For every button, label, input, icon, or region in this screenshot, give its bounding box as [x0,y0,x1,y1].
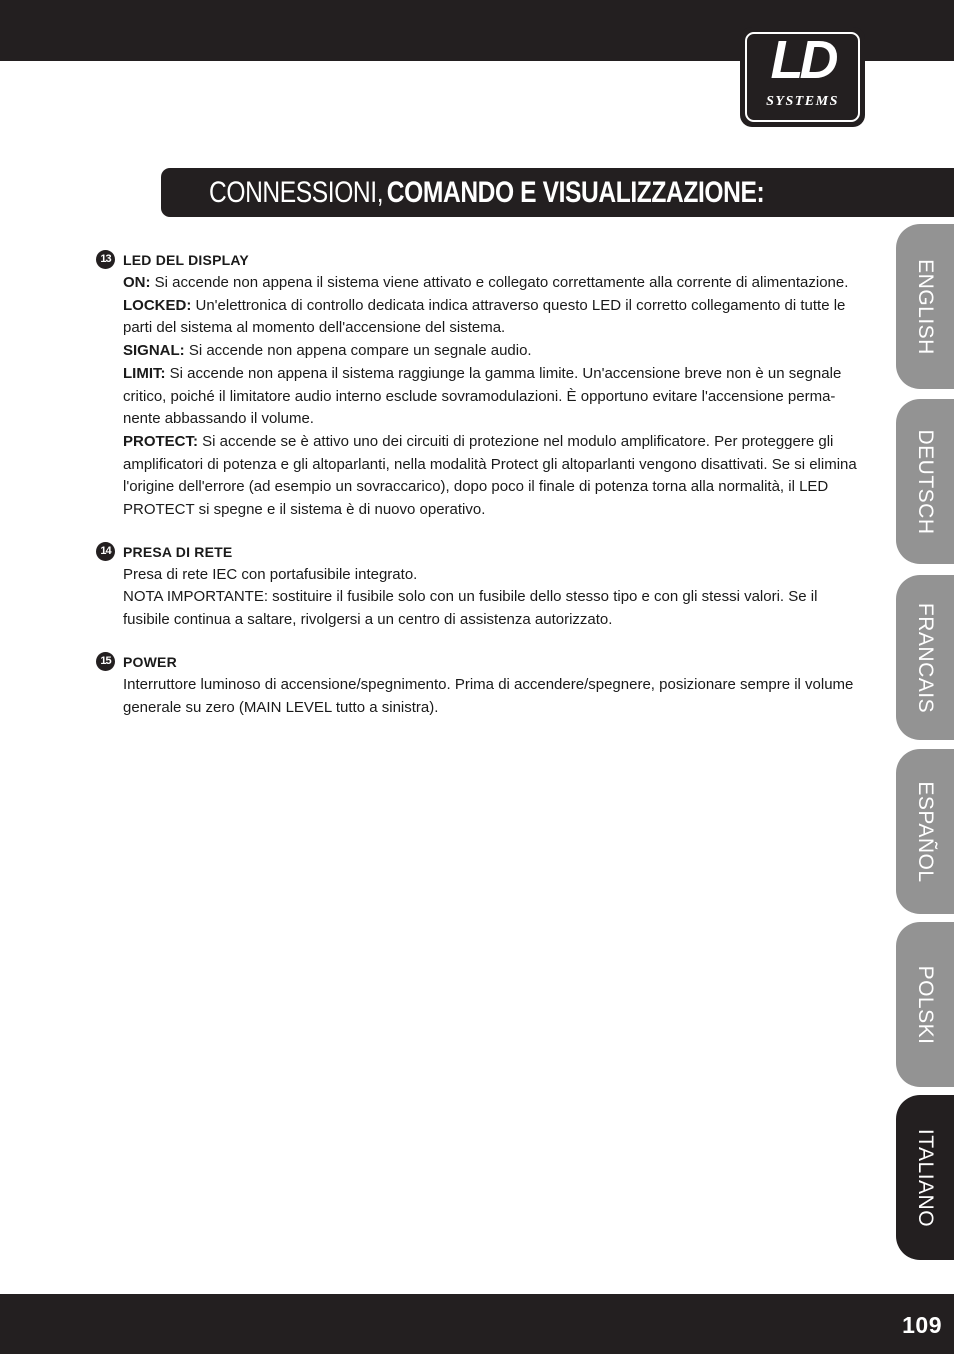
section-title: PRESA DI RETE [123,543,233,560]
tab-deutsch[interactable] [896,399,954,564]
led-description: Un'elettronica di controllo dedicata indica attraverso questo LED il corretto collegamento di tutte le parti del sistema al momento dell'accensione del sistema. [123,296,846,337]
led-label: LIMIT: [123,364,166,382]
section-heading [161,168,954,217]
led-item-protect [123,431,866,522]
led-description: Si accende non appena compare un segnale audio. [184,342,532,360]
led-description: Si accende non appena il sistema viene attivato e collegato correttamente alla corrente di alimentazione. [150,274,849,291]
tab-italiano[interactable] [896,1095,954,1260]
tab-english-label: ENGLISH [914,258,937,355]
ld-systems-logo [740,27,865,127]
section-title: LED DEL DISPLAY [123,252,249,268]
tab-francais-label: FRANCAIS [914,602,937,713]
section-title: POWER [123,653,177,670]
led-label: ON: [123,274,151,291]
led-label: LOCKED: [123,296,192,314]
tab-polski-label: POLSKI [914,965,937,1044]
heading-text [209,168,764,217]
section-body [123,564,866,632]
paragraph: Interruttore luminoso di accensione/spegnimento. Prima di accendere/spegnere, posizionare sempre il volume generale su zero (MAIN LEVEL tutto a sinistra). [123,675,854,716]
paragraph: Presa di rete IEC con portafusibile integrato. [123,565,418,583]
heading-light: CONNESSIONI, [209,176,384,209]
item-number-badge: 15 [96,652,115,671]
led-item-limit [123,363,866,431]
led-label: SIGNAL: [123,342,185,360]
tab-english[interactable] [896,224,954,389]
tab-espanol-label: ESPAÑOL [914,780,937,883]
page-number: 109 [902,1312,942,1338]
section-power [96,650,866,719]
bottom-bar [0,1294,954,1354]
tab-francais[interactable] [896,575,954,740]
main-content [96,248,866,737]
led-description: Si accende se è attivo uno dei circuiti di protezione nel modulo amplificatore. Per proteggere gli amplificatori di potenza e gli altoparlanti, nella modalità Protect gli altoparlanti vengono disattivati. Se si elimina l'origine dell'errore (ad esempio un sovraccarico), dopo poco il finale di potenza torna alla normalità, il LED PROTECT si spegne e il sistema è di nuovo operativo. [123,432,857,519]
led-item-on [123,272,866,295]
tab-italiano-label: ITALIANO [914,1128,937,1227]
item-number-badge: 14 [96,542,115,561]
led-item-locked [123,295,866,340]
tab-espanol[interactable] [896,749,954,914]
item-number-badge: 13 [96,250,115,269]
tab-polski[interactable] [896,922,954,1087]
led-label: PROTECT: [123,432,198,450]
paragraph: NOTA IMPORTANTE: sostituire il fusibile solo con un fusibile dello stesso tipo e con gli stessi valori. Se il fusibile continua a saltare, rivolgersi a un centro di assistenza autorizzato. [123,588,818,629]
led-item-signal [123,340,866,363]
logo-ld-text: LD [770,30,835,90]
led-description: Si accende non appena il sistema raggiunge la gamma limite. Un'accensione breve non è un segnale critico, poiché il limitatore audio interno esclude sovramodulazioni. È opportuno evitare l'accensione perma-nente abbassando il volume. [123,364,842,428]
section-body [123,674,866,719]
tab-deutsch-label: DEUTSCH [914,428,937,535]
heading-bold: COMANDO E VISUALIZZAZIONE: [386,176,765,209]
logo-systems-text: SYSTEMS [766,94,839,109]
section-led-display [96,248,866,522]
section-body [123,272,866,522]
section-presa-di-rete [96,540,866,632]
